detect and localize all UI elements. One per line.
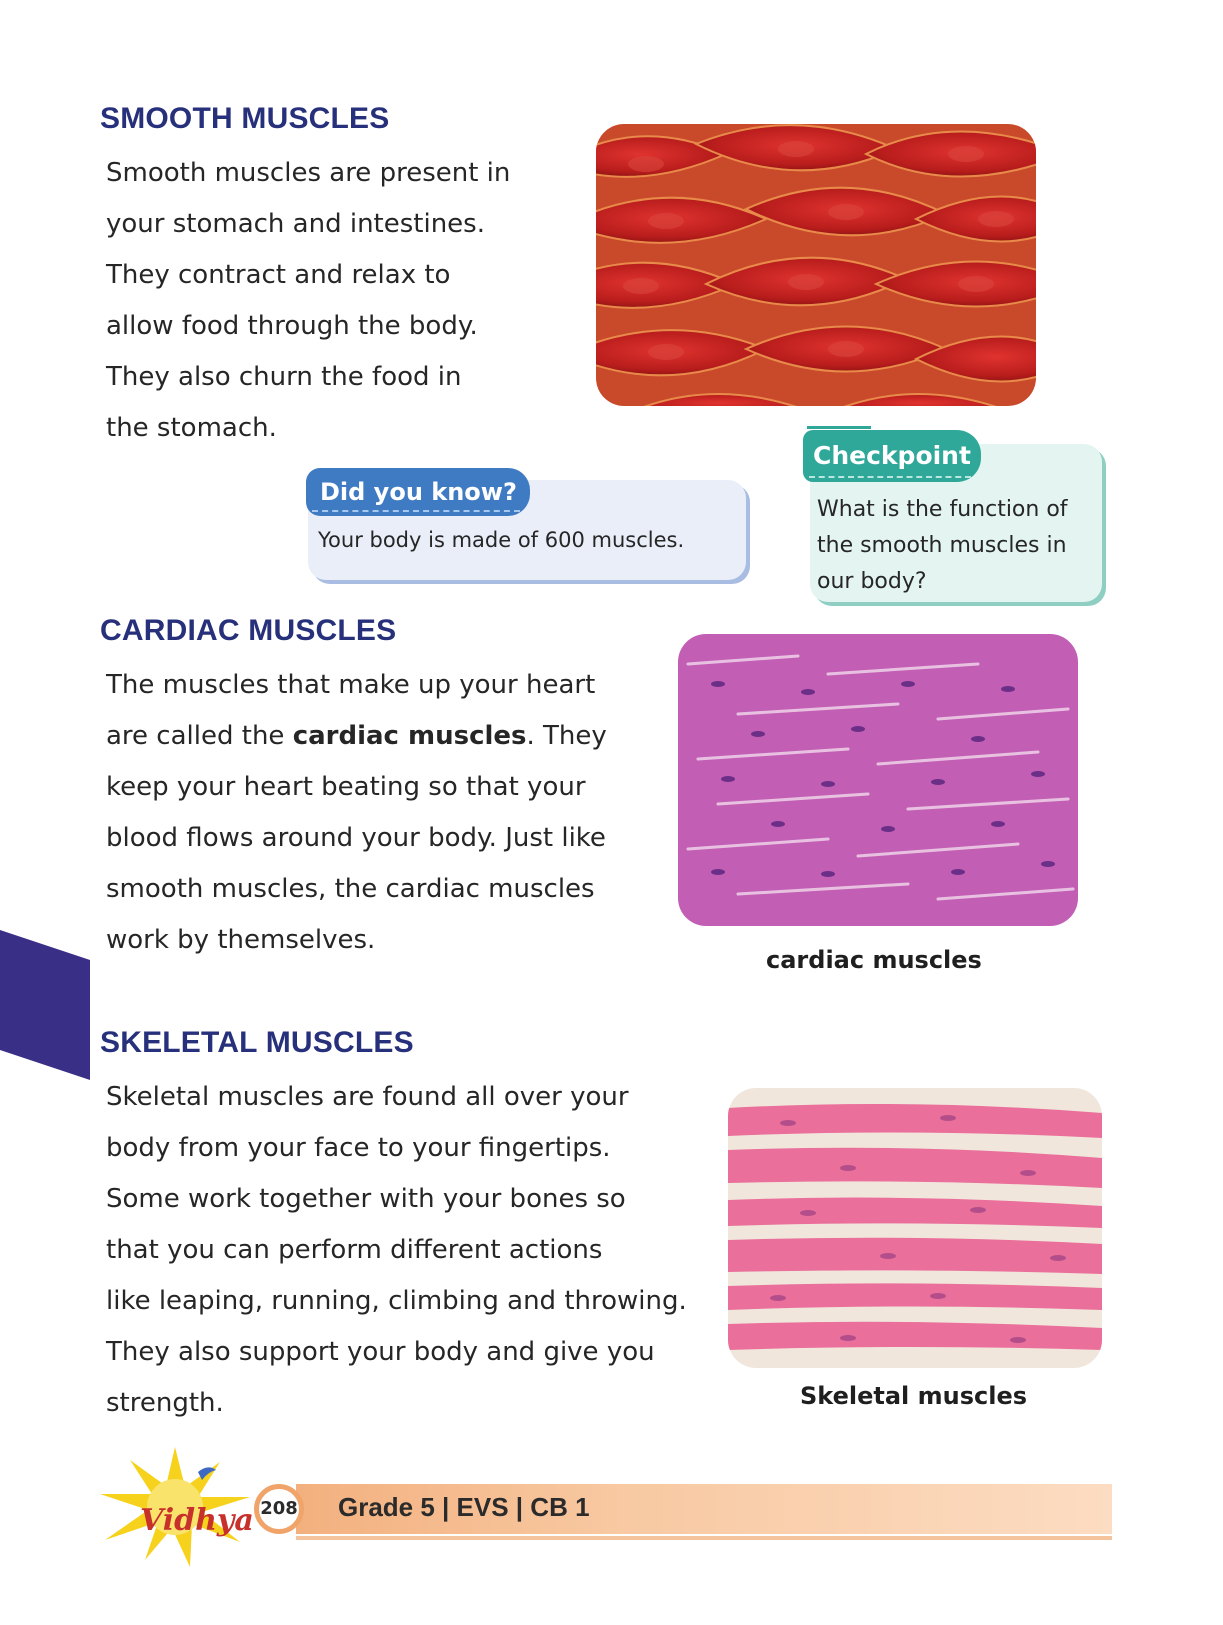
text-line: work by themselves.	[106, 925, 376, 955]
did-you-know-text: Your body is made of 600 muscles.	[318, 528, 685, 552]
checkpoint-line: What is the function of	[817, 497, 1068, 522]
footer-text: Grade 5 | EVS | CB 1	[338, 1492, 590, 1522]
text-line: body from your face to your fingertips.	[106, 1133, 611, 1163]
page-number: 208	[254, 1484, 304, 1534]
text-fragment: are called the	[106, 721, 293, 751]
smooth-muscles-text	[106, 148, 510, 454]
text-line: Some work together with your bones so	[106, 1184, 626, 1214]
text-line: blood flows around your body. Just like	[106, 823, 606, 853]
text-line: your stomach and intestines.	[106, 209, 485, 239]
logo-text: Vidhya	[140, 1503, 254, 1538]
cardiac-muscles-heading: CARDIAC MUSCLES	[100, 614, 397, 647]
vidhya-logo	[90, 1442, 260, 1572]
text-line: The muscles that make up your heart	[106, 670, 596, 700]
text-line: that you can perform different actions	[106, 1235, 603, 1265]
text-line: smooth muscles, the cardiac muscles	[106, 874, 595, 904]
skeletal-muscles-heading: SKELETAL MUSCLES	[100, 1026, 414, 1059]
checkpoint-title: Checkpoint	[803, 430, 981, 482]
did-you-know-title: Did you know?	[306, 468, 530, 516]
skeletal-muscles-caption: Skeletal muscles	[800, 1382, 1028, 1410]
text-line: allow food through the body.	[106, 311, 478, 341]
cardiac-muscles-term: cardiac muscles	[292, 721, 527, 751]
text-line: like leaping, running, climbing and throwing.	[106, 1286, 687, 1316]
cardiac-muscles-caption: cardiac muscles	[766, 946, 982, 974]
text-line: Smooth muscles are present in	[106, 158, 511, 188]
skeletal-muscle-image	[728, 1088, 1102, 1368]
cardiac-muscles-text	[106, 660, 607, 966]
cardiac-muscle-image	[678, 634, 1078, 926]
text-line: They also churn the food in	[106, 362, 462, 392]
text-line: They contract and relax to	[106, 260, 451, 290]
side-tab-marker	[0, 930, 90, 1080]
text-line: keep your heart beating so that your	[106, 772, 586, 802]
smooth-muscles-heading: SMOOTH MUSCLES	[100, 102, 390, 135]
text-line: the stomach.	[106, 413, 277, 443]
skeletal-muscles-text	[106, 1072, 687, 1429]
text-line: strength.	[106, 1388, 224, 1418]
checkpoint-question	[817, 492, 1068, 600]
checkpoint-line: the smooth muscles in	[817, 533, 1067, 558]
smooth-muscle-image	[596, 124, 1036, 406]
text-line: Skeletal muscles are found all over your	[106, 1082, 629, 1112]
text-fragment: . They	[526, 721, 607, 751]
text-line	[106, 711, 607, 762]
text-line: They also support your body and give you	[106, 1337, 655, 1367]
checkpoint-line: our body?	[817, 569, 927, 594]
